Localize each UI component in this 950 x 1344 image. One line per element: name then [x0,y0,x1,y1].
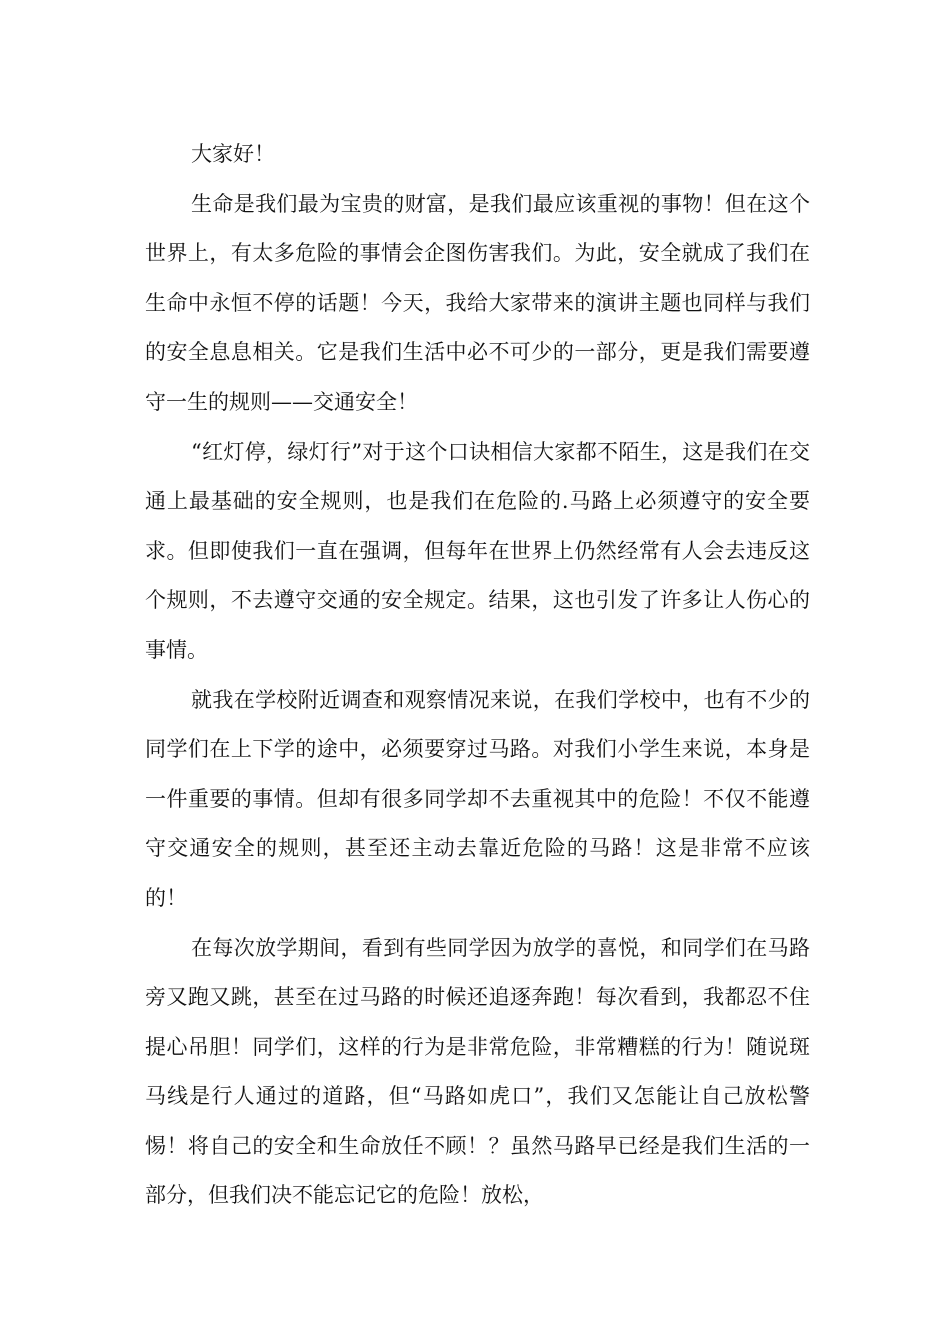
paragraph-school-observation: 就我在学校附近调查和观察情况来说，在我们学校中，也有不少的同学们在上下学的途中，必须要穿过马路。对我们小学生来说，本身是一件重要的事情。但却有很多同学却不去重视其中的危险！不仅不能遵守交通安全的规则，甚至还主动去靠近危险的马路！这是非常不应该的！ [145,687,810,910]
greeting-paragraph: 大家好！ [191,142,275,166]
paragraph-traffic-rules: “红灯停，绿灯行”对于这个口诀相信大家都不陌生，这是我们在交通上最基础的安全规则，也是我们在危险的.马路上必须遵守的安全要求。但即使我们一直在强调，但每年在世界上仍然经常有人会去违反这个规则，不去遵守交通的安全规定。结果，这也引发了许多让人伤心的事情。 [145,439,810,662]
speech-text [145,130,810,1221]
paragraph-after-school-danger: 在每次放学期间，看到有些同学因为放学的喜悦，和同学们在马路旁又跑又跳，甚至在过马路的时候还追逐奔跑！每次看到，我都忍不住提心吊胆！同学们，这样的行为是非常危险，非常糟糕的行为！随说斑马线是行人通过的道路，但“马路如虎口”，我们又怎能让自己放松警惕！将自己的安全和生命放任不顾！？虽然马路早已经是我们生活的一部分，但我们决不能忘记它的危险！放松， [145,935,810,1208]
paragraph-life-safety: 生命是我们最为宝贵的财富，是我们最应该重视的事物！但在这个世界上，有太多危险的事情会企图伤害我们。为此，安全就成了我们在生命中永恒不停的话题！今天，我给大家带来的演讲主题也同样与我们的安全息息相关。它是我们生活中必不可少的一部分，更是我们需要遵守一生的规则——交通安全！ [145,191,810,414]
